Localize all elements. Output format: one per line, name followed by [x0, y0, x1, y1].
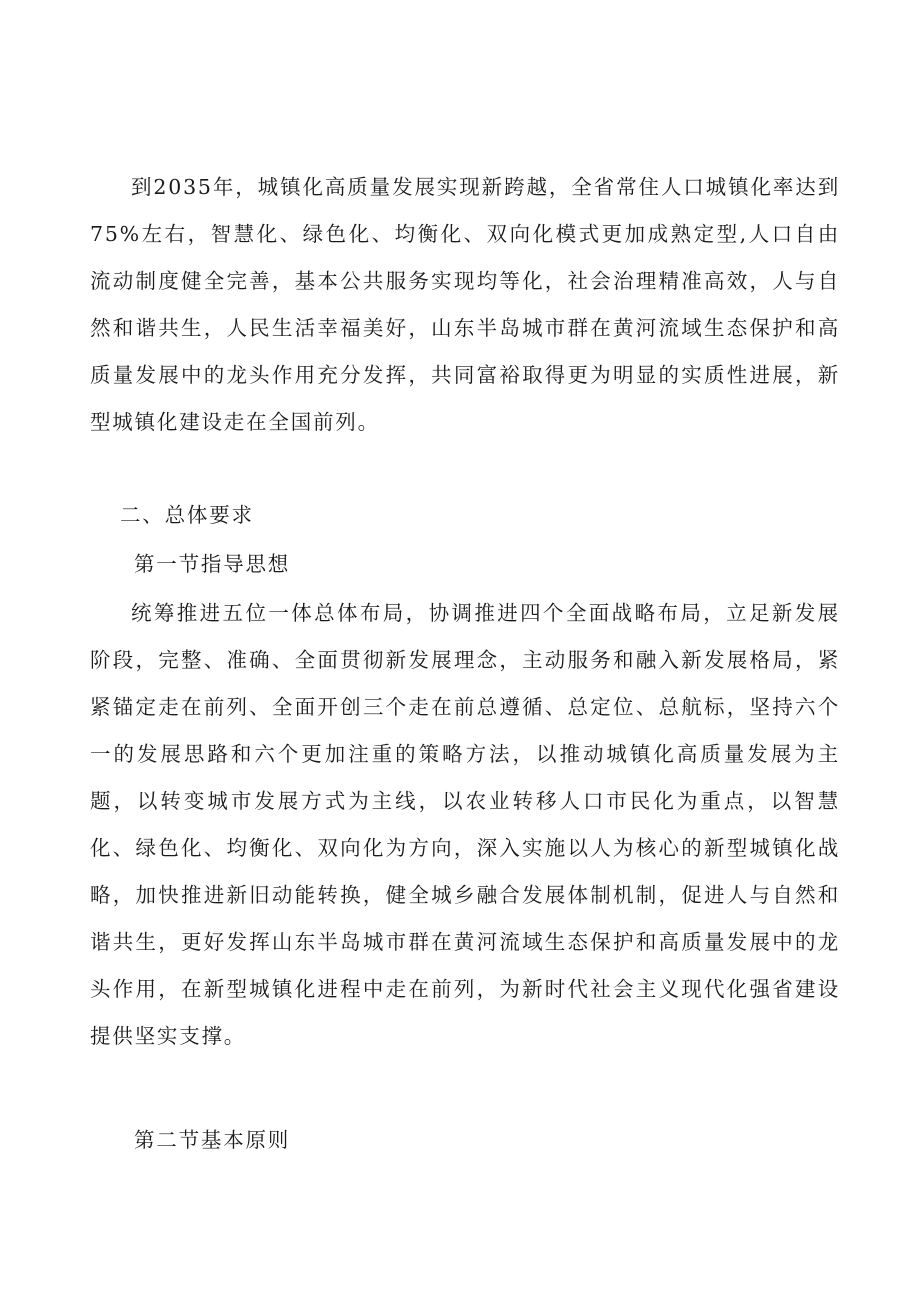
section-heading-overall-requirements: 二、总体要求	[120, 503, 254, 527]
subsection-heading-basic-principles: 第二节基本原则	[134, 1128, 291, 1152]
paragraph-2035-goals: 到2035年，城镇化高质量发展实现新跨越，全省常住人口城镇化率达到75%左右，智慧化、绿色化、均衡化、双向化模式更加成熟定型,人口自由流动制度健全完善，基本公共服务实现均等化，社会治理精准高效，人与自然和谐共生，人民生活幸福美好，山东半岛城市群在黄河流域生态保护和高质量发展中的龙头作用充分发挥，共同富裕取得更为明显的实质性进展，新型城镇化建设走在全国前列。	[90, 175, 840, 434]
paragraph-guiding-ideology: 统筹推进五位一体总体布局，协调推进四个全面战略布局，立足新发展阶段，完整、准确、全面贯彻新发展理念，主动服务和融入新发展格局，紧紧锚定走在前列、全面开创三个走在前总遵循、总定位、总航标，坚持六个一的发展思路和六个更加注重的策略方法，以推动城镇化高质量发展为主题，以转变城市发展方式为主线，以农业转移人口市民化为重点，以智慧化、绿色化、均衡化、双向化为方向，深入实施以人为核心的新型城镇化战略，加快推进新旧动能转换，健全城乡融合发展体制机制，促进人与自然和谐共生，更好发挥山东半岛城市群在黄河流域生态保护和高质量发展中的龙头作用，在新型城镇化进程中走在前列，为新时代社会主义现代化强省建设提供坚实支撑。	[90, 601, 840, 1048]
subsection-heading-guiding-ideology: 第一节指导思想	[134, 552, 291, 576]
